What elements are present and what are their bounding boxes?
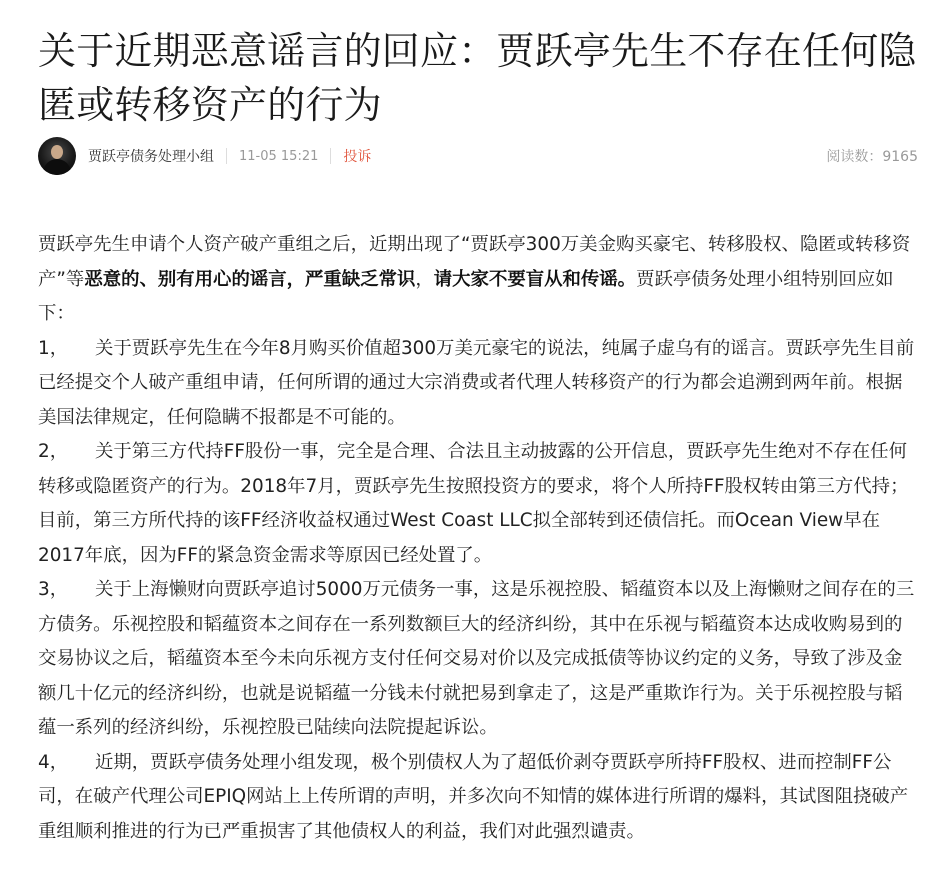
author-name[interactable]: 贾跃亭债务处理小组 [88,149,214,165]
list-item [38,435,918,573]
intro-paragraph [38,228,918,332]
intro-bold-text: 请大家不要盲从和传谣。 [433,268,637,290]
list-item [38,573,918,746]
read-count-label: 阅读数： [826,149,883,165]
intro-text: 贾跃亭债务处理小组特别回应如下： [38,268,894,324]
intro-text: 贾跃亭先生申请个人资产破产重组之后，近期出现了“贾跃亭300万美金购买豪宅、转移股权、隐匿或转移资产”等 [38,234,911,290]
item-number: 3， [38,579,69,600]
item-text: 近期，贾跃亭债务处理小组发现，极个别债权人为了超低价剥夺贾跃亭所持FF股权、进而控制FF公司，在破产代理公司EPIQ网站上上传所谓的声明，并多次向不知情的媒体进行所谓的爆料，其试图阻挠破产重组顺利推进的行为已严重损害了其他债权人的利益，我们对此强烈谴责。 [38,751,909,842]
intro-text: ， [415,268,434,290]
list-item [38,332,918,436]
article-title: 关于近期恶意谣言的回应：贾跃亭先生不存在任何隐匿或转移资产的行为 [38,29,917,127]
article-meta [38,136,918,176]
item-number: 4， [38,751,69,773]
avatar-shoulders [43,159,71,175]
item-number: 1， [38,337,69,359]
report-link[interactable]: 投诉 [343,149,372,165]
list-item [38,746,918,850]
item-text: 关于贾跃亭先生在今年8月购买价值超300万美元豪宅的说法，纯属子虚乌有的谣言。贾跃亭先生目前已经提交个人破产重组申请，任何所谓的通过大宗消费或者代理人转移资产的行为都会追溯到两年前。根据美国法律规定，任何隐瞒不报都是不可能的。 [38,337,915,428]
intro-bold-text: 恶意的、别有用心的谣言，严重缺乏常识 [84,268,416,290]
item-number: 2， [38,441,69,462]
read-count [826,146,918,166]
meta-divider [226,148,227,164]
avatar-face [51,145,63,159]
read-count-value: 9165 [882,149,918,165]
item-text: 关于上海懒财向贾跃亭追讨5000万元债务一事，这是乐视控股、韬蕴资本以及上海懒财之间存在的三方债务。乐视控股和韬蕴资本之间存在一系列数额巨大的经济纠纷，其中在乐视与韬蕴资本达成收购易到的交易协议之后，韬蕴资本至今未向乐视方支付任何交易对价以及完成抵债等协议约定的义务，导致了涉及金额几十亿元的经济纠纷，也就是说韬蕴一分钱未付就把易到拿走了，这是严重欺诈行为。关于乐视控股与韬蕴一系列的经济纠纷，乐视控股已陆续向法院提起诉讼。 [38,579,915,738]
meta-divider [330,148,331,164]
article-body [38,228,918,849]
publish-time: 11-05 15:21 [239,148,319,164]
author-avatar[interactable] [38,137,76,175]
item-text: 关于第三方代持FF股份一事，完全是合理、合法且主动披露的公开信息，贾跃亭先生绝对不存在任何转移或隐匿资产的行为。2018年7月，贾跃亭先生按照投资方的要求，将个人所持FF股权转由第三方代持；目前，第三方所代持的该FF经济收益权通过West Coast LLC拟全部转到还债信托。而Ocean View早在2017年底，因为FF的紧急资金需求等原因已经处置了。 [38,441,909,566]
